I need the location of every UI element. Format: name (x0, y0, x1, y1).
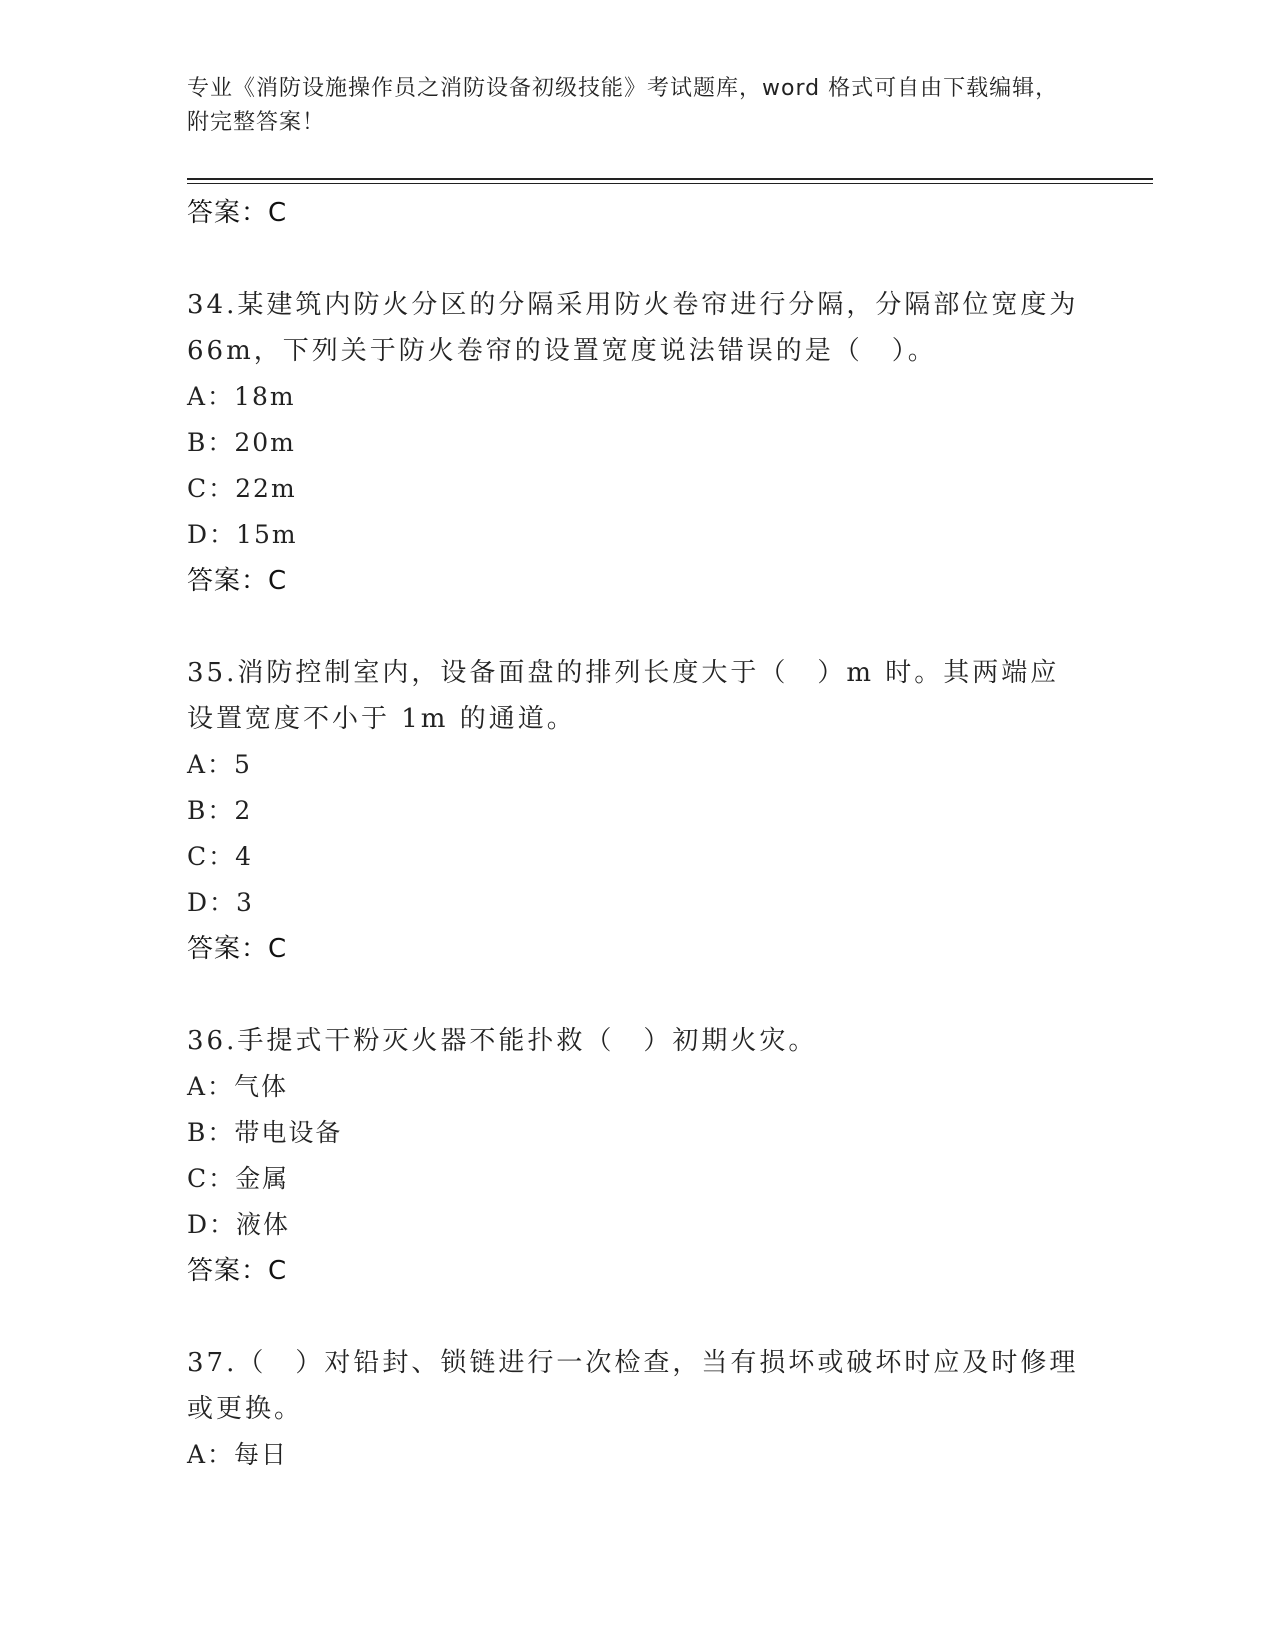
option-a: A：气体 (187, 1072, 289, 1101)
answer-line: 答案：C (187, 566, 288, 596)
question-text: 37.（ ）对铅封、锁链进行一次检查，当有损坏或破坏时应及时修理或更换。 (187, 1348, 1079, 1424)
option-a: A：18m (187, 382, 296, 411)
question-block-34 (187, 282, 1087, 604)
header-rule-thin (187, 183, 1153, 184)
option-b: B：20m (187, 428, 296, 457)
option-b: B：2 (187, 796, 253, 825)
header-rule-thick (187, 178, 1153, 180)
question-block-36 (187, 1018, 1087, 1294)
question-block-35 (187, 650, 1087, 972)
option-a: A：每日 (187, 1440, 289, 1469)
option-d: D：3 (187, 888, 254, 917)
option-b: B：带电设备 (187, 1118, 343, 1147)
answer-line: 答案：C (187, 934, 288, 964)
answer-line: 答案：C (187, 1256, 288, 1286)
question-block-37 (187, 1340, 1087, 1478)
spacer (187, 972, 1087, 1018)
option-d: D：液体 (187, 1210, 291, 1239)
option-a: A：5 (187, 750, 252, 779)
question-text: 36.手提式干粉灭火器不能扑救（ ）初期火灾。 (187, 1026, 818, 1056)
answer-line: 答案：C (187, 198, 288, 228)
question-text: 35.消防控制室内，设备面盘的排列长度大于（ ）m 时。其两端应设置宽度不小于 1m 的通道。 (187, 658, 1060, 734)
question-list (187, 190, 1087, 1478)
question-text: 34.某建筑内防火分区的分隔采用防火卷帘进行分隔，分隔部位宽度为66m，下列关于防火卷帘的设置宽度说法错误的是（ ）。 (187, 290, 1079, 366)
option-c: C：22m (187, 474, 297, 503)
document-header: 专业《消防设施操作员之消防设备初级技能》考试题库，word 格式可自由下载编辑，附完整答案！ (187, 76, 1059, 135)
option-c: C：金属 (187, 1164, 290, 1193)
option-c: C：4 (187, 842, 254, 871)
spacer (187, 1294, 1087, 1340)
option-d: D：15m (187, 520, 298, 549)
spacer (187, 604, 1087, 650)
spacer (187, 236, 1087, 282)
